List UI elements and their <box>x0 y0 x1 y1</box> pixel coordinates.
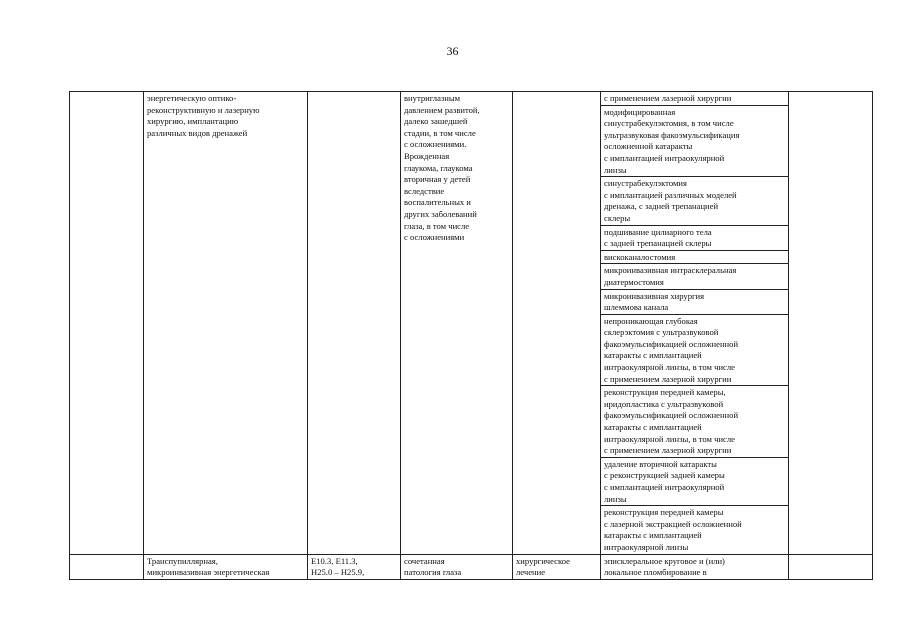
icd-codes-cell <box>308 92 401 555</box>
treatment-text: реконструкция передней камеры, иридопластика с ультразвуковой факоэмульсификацией осложненной катаракты с имплантацией интраокулярной линзы, в том числе с применением лазерной хирургии <box>604 387 739 456</box>
treatment-text: удаление вторичной катаракты с реконструкцией задней камеры с имплантацией интраокулярной линзы <box>604 458 725 504</box>
diagnosis-text: сочетанная патология глаза <box>404 555 462 578</box>
page-number: 36 <box>446 44 459 58</box>
treatment-text: подшивание цилиарного тела с задней трепанацией склеры <box>604 226 712 249</box>
treatment-cell <box>601 264 789 289</box>
treatment-text: синустрабекулэктомия с имплантацией различных моделей дренажа, с задней трепанацией склеры <box>604 178 737 223</box>
treatment-type-cell <box>513 554 601 579</box>
method-text: Транспупиллярная, микроинвазивная энергетическая <box>147 555 270 578</box>
treatment-cell <box>601 92 789 106</box>
treatment-text: с применением лазерной хирургии <box>604 93 732 103</box>
diagnosis-cell <box>401 92 513 555</box>
medical-procedures-table <box>69 91 872 594</box>
treatment-text: вискоканалостомия <box>604 251 676 262</box>
procedures-table <box>69 91 873 580</box>
method-cell <box>144 554 308 579</box>
treatment-cell <box>601 177 789 225</box>
icd-codes-text: E10.3, E11.3, H25.0 – H25.9, <box>311 555 365 578</box>
treatment-cell <box>601 250 789 264</box>
row-number-cell <box>70 92 144 555</box>
diagnosis-text: внутриглазным давлением развитой, далеко зашедшей стадии, в том числе с осложнениями. Врожденная глаукома, глаукома вторичная у детей вследствие воспалительных и других заболеваний глаза, в том числе с осложнениями <box>404 93 480 243</box>
diagnosis-cell <box>401 554 513 579</box>
treatment-text: эписклеральное круговое и (или) локальное пломбирование в <box>604 555 725 578</box>
extra-cell <box>789 92 873 555</box>
treatment-cell <box>601 554 789 579</box>
treatment-cell <box>601 386 789 458</box>
treatment-cell <box>601 457 789 505</box>
treatment-type-cell <box>513 92 601 555</box>
treatment-type-text: хирургическое лечение <box>516 555 570 578</box>
method-text: энергетическую оптико- реконструктивную и лазерную хирургию, имплантацию различных видов дренажей <box>147 93 260 138</box>
treatment-cell <box>601 506 789 554</box>
treatment-text: модифицированная синустрабекулэктомия, в том числе ультразвуковая факоэмульсификация осложненной катаракты с имплантацией интраокулярной линзы <box>604 106 740 175</box>
table-row <box>70 92 873 106</box>
method-cell <box>144 92 308 555</box>
treatment-text: микроинвазивная интрасклеральная диатермостомия <box>604 265 737 287</box>
icd-codes-cell <box>308 554 401 579</box>
treatment-text: непроникающая глубокая склерэктомия с ультразвуковой факоэмульсификацией осложненной катаракты с имплантацией интраокулярной линзы, в том числе с применением лазерной хирургии <box>604 315 739 384</box>
extra-cell <box>789 554 873 579</box>
treatment-text: микроинвазивная хирургия шлеммова канала <box>604 290 705 313</box>
treatment-cell <box>601 225 789 250</box>
row-number-cell <box>70 554 144 579</box>
table-row <box>70 554 873 579</box>
treatment-cell <box>601 105 789 177</box>
treatment-cell <box>601 314 789 386</box>
treatment-cell <box>601 289 789 314</box>
treatment-text: реконструкция передней камеры с лазерной экстракцией осложненной катаракты с имплантацией интраокулярной линзы <box>604 507 742 552</box>
